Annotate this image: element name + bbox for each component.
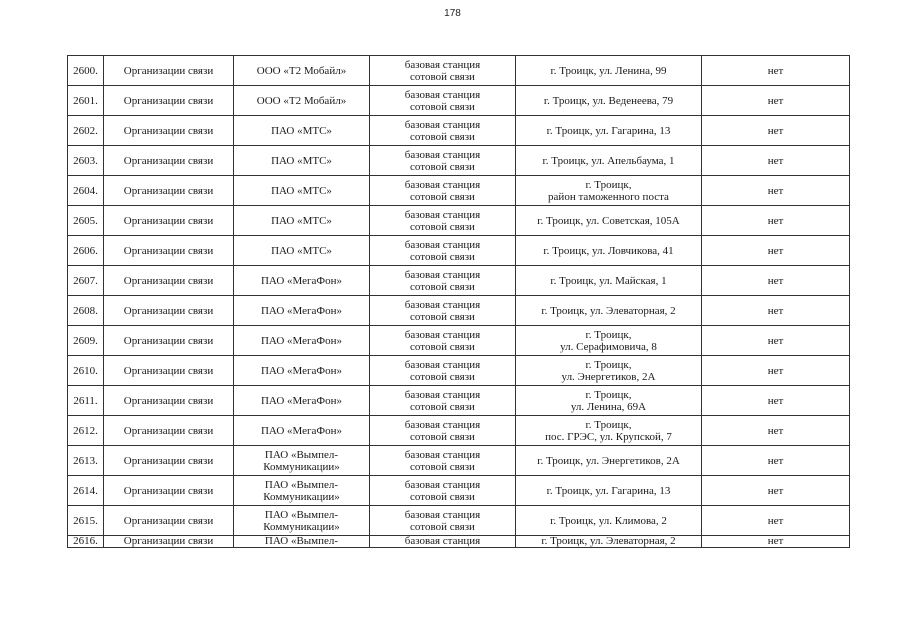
object-type-cell — [370, 236, 516, 266]
object-type-cell-line: базовая станция — [404, 418, 481, 431]
object-type-cell-line: сотовой связи — [410, 490, 475, 503]
object-type-cell-line: базовая станция — [404, 238, 481, 251]
category-cell: Организации связи — [104, 296, 234, 326]
category-cell: Организации связи — [104, 116, 234, 146]
status-cell: нет — [702, 356, 850, 386]
address-cell-line: ул. Ленина, 69А — [570, 400, 647, 413]
operator-cell-line: Коммуникации» — [263, 490, 340, 503]
table-row — [68, 536, 850, 548]
address-cell — [516, 476, 702, 506]
address-cell-line: г. Троицк, ул. Климова, 2 — [550, 514, 667, 527]
status-cell: нет — [702, 536, 850, 548]
row-number-cell: 2610. — [68, 356, 104, 386]
row-number-cell: 2611. — [68, 386, 104, 416]
operator-cell-line: ПАО «МТС» — [271, 124, 332, 137]
row-number-cell: 2605. — [68, 206, 104, 236]
object-type-cell-line: сотовой связи — [410, 430, 475, 443]
address-cell — [516, 116, 702, 146]
row-number-cell: 2613. — [68, 446, 104, 476]
category-cell: Организации связи — [104, 176, 234, 206]
operator-cell-line: ПАО «МегаФон» — [260, 364, 343, 377]
status-cell: нет — [702, 176, 850, 206]
object-type-cell-line: сотовой связи — [410, 70, 475, 83]
status-cell: нет — [702, 446, 850, 476]
category-cell: Организации связи — [104, 326, 234, 356]
object-type-cell — [370, 356, 516, 386]
status-cell: нет — [702, 206, 850, 236]
object-type-cell-line: базовая станция — [404, 208, 481, 221]
address-cell-line: г. Троицк, — [585, 358, 632, 371]
row-number-cell: 2602. — [68, 116, 104, 146]
row-number-cell: 2609. — [68, 326, 104, 356]
table-row — [68, 236, 850, 266]
registry-table-body — [68, 56, 850, 548]
category-cell: Организации связи — [104, 386, 234, 416]
category-cell: Организации связи — [104, 536, 234, 548]
operator-cell — [234, 236, 370, 266]
object-type-cell-line: сотовой связи — [410, 160, 475, 173]
row-number-cell: 2606. — [68, 236, 104, 266]
table-row — [68, 56, 850, 86]
status-cell: нет — [702, 296, 850, 326]
address-cell-line: пос. ГРЭС, ул. Крупской, 7 — [545, 430, 672, 443]
object-type-cell-line: сотовой связи — [410, 220, 475, 233]
object-type-cell — [370, 446, 516, 476]
status-cell: нет — [702, 476, 850, 506]
object-type-cell-line: базовая станция — [404, 358, 481, 371]
category-cell: Организации связи — [104, 266, 234, 296]
address-cell-line: ул. Энергетиков, 2А — [561, 370, 656, 383]
object-type-cell-line: базовая станция — [404, 448, 481, 461]
operator-cell — [234, 416, 370, 446]
row-number-cell: 2604. — [68, 176, 104, 206]
address-cell — [516, 536, 702, 548]
operator-cell — [234, 266, 370, 296]
row-number-cell: 2615. — [68, 506, 104, 536]
object-type-cell-line: сотовой связи — [410, 460, 475, 473]
object-type-cell — [370, 386, 516, 416]
address-cell — [516, 416, 702, 446]
object-type-cell — [370, 536, 516, 548]
object-type-cell-line: базовая станция — [404, 508, 481, 521]
address-cell-line: г. Троицк, — [585, 178, 632, 191]
address-cell — [516, 446, 702, 476]
address-cell-line: г. Троицк, ул. Энергетиков, 2А — [537, 454, 680, 467]
address-cell-line: ул. Серафимовича, 8 — [560, 340, 657, 353]
status-cell: нет — [702, 386, 850, 416]
object-type-cell-line: базовая станция — [404, 298, 481, 311]
address-cell-line: г. Троицк, ул. Элеваторная, 2 — [541, 535, 676, 547]
status-cell: нет — [702, 86, 850, 116]
operator-cell-line: ООО «Т2 Мобайл» — [256, 94, 347, 107]
address-cell-line: район таможенного поста — [548, 190, 669, 203]
object-type-cell-line: сотовой связи — [410, 340, 475, 353]
object-type-cell — [370, 296, 516, 326]
table-row — [68, 446, 850, 476]
object-type-cell-line: сотовой связи — [410, 100, 475, 113]
table-row — [68, 146, 850, 176]
address-cell — [516, 356, 702, 386]
table-row — [68, 206, 850, 236]
object-type-cell-line: сотовой связи — [410, 400, 475, 413]
object-type-cell-line: сотовой связи — [410, 370, 475, 383]
address-cell-line: г. Троицк, — [585, 388, 632, 401]
operator-cell — [234, 176, 370, 206]
address-cell — [516, 386, 702, 416]
object-type-cell-line: сотовой связи — [410, 190, 475, 203]
address-cell — [516, 296, 702, 326]
operator-cell-line: ПАО «Вымпел- — [264, 478, 339, 491]
object-type-cell — [370, 506, 516, 536]
status-cell: нет — [702, 146, 850, 176]
category-cell: Организации связи — [104, 206, 234, 236]
object-type-cell — [370, 476, 516, 506]
object-type-cell-line: базовая станция — [404, 268, 481, 281]
operator-cell-line: ПАО «МегаФон» — [260, 274, 343, 287]
operator-cell-line: ПАО «Вымпел- — [264, 535, 339, 547]
address-cell-line: г. Троицк, ул. Апельбаума, 1 — [542, 154, 675, 167]
row-number-cell: 2601. — [68, 86, 104, 116]
address-cell-line: г. Троицк, ул. Элеваторная, 2 — [541, 304, 676, 317]
address-cell — [516, 176, 702, 206]
category-cell: Организации связи — [104, 56, 234, 86]
status-cell: нет — [702, 326, 850, 356]
table-row — [68, 296, 850, 326]
operator-cell-line: ПАО «МТС» — [271, 214, 332, 227]
object-type-cell-line: базовая станция — [404, 388, 481, 401]
object-type-cell-line: базовая станция — [404, 535, 481, 547]
row-number-cell: 2603. — [68, 146, 104, 176]
object-type-cell-line: базовая станция — [404, 148, 481, 161]
address-cell — [516, 326, 702, 356]
table-row — [68, 326, 850, 356]
address-cell-line: г. Троицк, ул. Советская, 105А — [537, 214, 680, 227]
operator-cell-line: ПАО «МегаФон» — [260, 424, 343, 437]
object-type-cell — [370, 176, 516, 206]
status-cell: нет — [702, 416, 850, 446]
address-cell-line: г. Троицк, ул. Гагарина, 13 — [546, 484, 671, 497]
address-cell — [516, 86, 702, 116]
operator-cell — [234, 356, 370, 386]
table-row — [68, 386, 850, 416]
category-cell: Организации связи — [104, 476, 234, 506]
operator-cell-line: ПАО «МегаФон» — [260, 334, 343, 347]
object-type-cell — [370, 326, 516, 356]
table-row — [68, 266, 850, 296]
operator-cell — [234, 56, 370, 86]
address-cell-line: г. Троицк, ул. Ленина, 99 — [550, 64, 667, 77]
category-cell: Организации связи — [104, 416, 234, 446]
row-number-cell: 2612. — [68, 416, 104, 446]
address-cell — [516, 146, 702, 176]
address-cell-line: г. Троицк, ул. Ловчикова, 41 — [543, 244, 674, 257]
status-cell: нет — [702, 116, 850, 146]
object-type-cell-line: базовая станция — [404, 118, 481, 131]
address-cell-line: г. Троицк, ул. Веденеева, 79 — [543, 94, 674, 107]
operator-cell — [234, 506, 370, 536]
object-type-cell — [370, 56, 516, 86]
address-cell — [516, 56, 702, 86]
table-row — [68, 476, 850, 506]
operator-cell-line: ПАО «МТС» — [271, 244, 332, 257]
operator-cell-line: ПАО «МТС» — [271, 154, 332, 167]
table-row — [68, 116, 850, 146]
object-type-cell-line: базовая станция — [404, 178, 481, 191]
row-number-cell: 2616. — [68, 536, 104, 548]
object-type-cell — [370, 116, 516, 146]
address-cell-line: г. Троицк, ул. Майская, 1 — [550, 274, 667, 287]
object-type-cell-line: сотовой связи — [410, 280, 475, 293]
operator-cell-line: Коммуникации» — [263, 460, 340, 473]
category-cell: Организации связи — [104, 506, 234, 536]
page-number: 178 — [444, 8, 461, 19]
category-cell: Организации связи — [104, 446, 234, 476]
object-type-cell-line: сотовой связи — [410, 520, 475, 533]
operator-cell — [234, 386, 370, 416]
operator-cell — [234, 206, 370, 236]
operator-cell — [234, 296, 370, 326]
operator-cell — [234, 536, 370, 548]
object-type-cell — [370, 86, 516, 116]
object-type-cell-line: сотовой связи — [410, 250, 475, 263]
object-type-cell-line: сотовой связи — [410, 310, 475, 323]
address-cell — [516, 236, 702, 266]
status-cell: нет — [702, 236, 850, 266]
object-type-cell-line: базовая станция — [404, 58, 481, 71]
category-cell: Организации связи — [104, 146, 234, 176]
object-type-cell — [370, 146, 516, 176]
registry-table — [67, 55, 850, 548]
object-type-cell — [370, 206, 516, 236]
table-row — [68, 176, 850, 206]
table-row — [68, 416, 850, 446]
operator-cell — [234, 476, 370, 506]
operator-cell — [234, 116, 370, 146]
object-type-cell-line: сотовой связи — [410, 130, 475, 143]
table-row — [68, 506, 850, 536]
address-cell — [516, 506, 702, 536]
object-type-cell — [370, 266, 516, 296]
operator-cell-line: ПАО «МегаФон» — [260, 304, 343, 317]
operator-cell-line: Коммуникации» — [263, 520, 340, 533]
operator-cell-line: ПАО «Вымпел- — [264, 508, 339, 521]
status-cell: нет — [702, 266, 850, 296]
row-number-cell: 2600. — [68, 56, 104, 86]
category-cell: Организации связи — [104, 236, 234, 266]
table-row — [68, 86, 850, 116]
operator-cell-line: ООО «Т2 Мобайл» — [256, 64, 347, 77]
address-cell — [516, 266, 702, 296]
category-cell: Организации связи — [104, 356, 234, 386]
category-cell: Организации связи — [104, 86, 234, 116]
operator-cell — [234, 446, 370, 476]
address-cell-line: г. Троицк, — [585, 418, 632, 431]
table-row — [68, 356, 850, 386]
address-cell-line: г. Троицк, ул. Гагарина, 13 — [546, 124, 671, 137]
operator-cell-line: ПАО «МТС» — [271, 184, 332, 197]
address-cell-line: г. Троицк, — [585, 328, 632, 341]
object-type-cell-line: базовая станция — [404, 328, 481, 341]
operator-cell-line: ПАО «Вымпел- — [264, 448, 339, 461]
status-cell: нет — [702, 506, 850, 536]
operator-cell — [234, 326, 370, 356]
operator-cell — [234, 86, 370, 116]
operator-cell — [234, 146, 370, 176]
row-number-cell: 2608. — [68, 296, 104, 326]
object-type-cell — [370, 416, 516, 446]
row-number-cell: 2607. — [68, 266, 104, 296]
operator-cell-line: ПАО «МегаФон» — [260, 394, 343, 407]
status-cell: нет — [702, 56, 850, 86]
object-type-cell-line: базовая станция — [404, 88, 481, 101]
address-cell — [516, 206, 702, 236]
row-number-cell: 2614. — [68, 476, 104, 506]
object-type-cell-line: базовая станция — [404, 478, 481, 491]
